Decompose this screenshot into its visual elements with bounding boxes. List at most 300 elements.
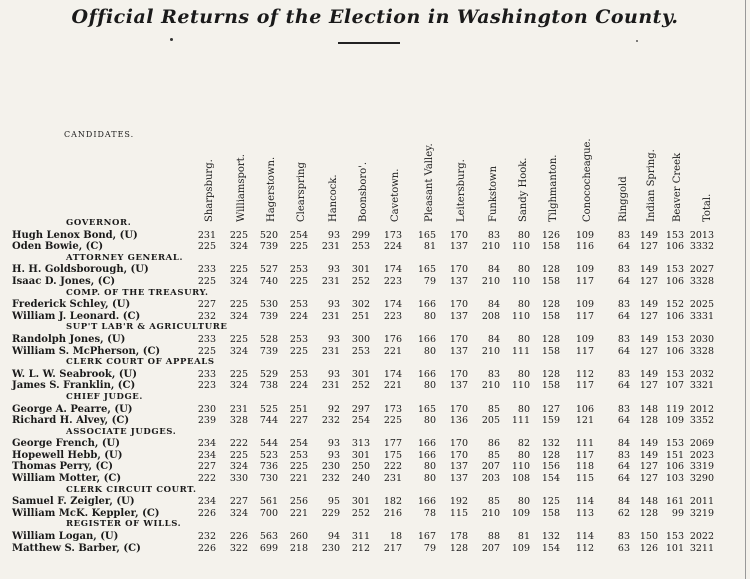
vote-count: 116 xyxy=(575,241,594,253)
vote-count: 158 xyxy=(541,507,560,519)
vote-count: 251 xyxy=(351,310,370,322)
vote-count: 83 xyxy=(617,333,630,345)
office-heading-row xyxy=(0,322,750,334)
vote-count: 207 xyxy=(481,542,500,554)
vote-count: 2025 xyxy=(689,299,714,311)
vote-count: 170 xyxy=(449,299,468,311)
candidate-row xyxy=(0,380,750,392)
column-header xyxy=(356,132,372,222)
vote-count: 231 xyxy=(383,473,402,485)
vote-count: 221 xyxy=(383,380,402,392)
column-header xyxy=(234,132,250,222)
vote-count: 93 xyxy=(327,449,340,461)
vote-count: 99 xyxy=(671,507,684,519)
vote-count: 80 xyxy=(517,299,530,311)
office-name: ASSOCIATE JUDGES. xyxy=(66,426,177,437)
vote-count: 225 xyxy=(197,345,216,357)
vote-count: 117 xyxy=(575,310,594,322)
vote-count: 117 xyxy=(575,449,594,461)
page-title: Official Returns of the Election in Washington County. xyxy=(71,6,679,28)
vote-count: 64 xyxy=(617,310,630,322)
vote-count: 253 xyxy=(289,449,308,461)
vote-count: 64 xyxy=(617,345,630,357)
vote-count: 210 xyxy=(481,507,500,519)
vote-count: 3319 xyxy=(689,461,714,473)
vote-count: 126 xyxy=(541,229,560,241)
vote-count: 154 xyxy=(541,473,560,485)
vote-count: 107 xyxy=(665,380,684,392)
vote-count: 166 xyxy=(417,496,436,508)
vote-count: 324 xyxy=(229,380,248,392)
vote-count: 231 xyxy=(321,310,340,322)
vote-count: 175 xyxy=(383,449,402,461)
candidate-name: Matthew S. Barber, (C) xyxy=(12,542,141,554)
vote-count: 64 xyxy=(617,461,630,473)
office-heading-row xyxy=(0,253,750,265)
candidate-row xyxy=(0,473,750,485)
vote-count: 324 xyxy=(229,241,248,253)
candidate-name: James S. Franklin, (C) xyxy=(12,380,136,392)
vote-count: 118 xyxy=(575,461,594,473)
vote-count: 78 xyxy=(423,507,436,519)
vote-count: 85 xyxy=(487,496,500,508)
vote-count: 226 xyxy=(197,507,216,519)
vote-count: 233 xyxy=(197,333,216,345)
vote-count: 80 xyxy=(517,333,530,345)
vote-count: 225 xyxy=(229,264,248,276)
vote-count: 84 xyxy=(487,264,500,276)
column-header xyxy=(264,132,280,222)
vote-count: 109 xyxy=(575,264,594,276)
vote-count: 2012 xyxy=(689,403,714,415)
vote-count: 83 xyxy=(487,229,500,241)
vote-count: 240 xyxy=(351,473,370,485)
vote-count: 170 xyxy=(449,438,468,450)
ornament-dot xyxy=(636,40,638,42)
column-header-label: Sandy Hook. xyxy=(518,157,529,222)
vote-count: 80 xyxy=(517,403,530,415)
vote-count: 137 xyxy=(449,345,468,357)
vote-count: 86 xyxy=(487,438,500,450)
vote-count: 106 xyxy=(665,461,684,473)
column-header xyxy=(546,132,562,222)
candidate-row xyxy=(0,346,750,358)
column-header-label: Beaver Creek xyxy=(672,152,683,222)
candidate-name: William J. Leonard. (C) xyxy=(12,310,141,322)
vote-count: 229 xyxy=(321,507,340,519)
column-header xyxy=(616,132,632,222)
vote-count: 79 xyxy=(423,275,436,287)
vote-count: 218 xyxy=(289,542,308,554)
vote-count: 192 xyxy=(449,496,468,508)
vote-count: 230 xyxy=(321,542,340,554)
vote-count: 253 xyxy=(289,333,308,345)
vote-count: 231 xyxy=(229,403,248,415)
vote-count: 528 xyxy=(259,333,278,345)
column-header-label: Sharpsburg. xyxy=(204,159,215,222)
vote-count: 80 xyxy=(423,380,436,392)
candidate-row xyxy=(0,461,750,473)
vote-count: 93 xyxy=(327,299,340,311)
returns-table xyxy=(0,218,750,554)
page-edge-line xyxy=(745,0,746,579)
vote-count: 3331 xyxy=(689,310,714,322)
vote-count: 137 xyxy=(449,380,468,392)
vote-count: 115 xyxy=(449,507,468,519)
vote-count: 250 xyxy=(351,461,370,473)
column-header xyxy=(486,132,502,222)
vote-count: 150 xyxy=(639,531,658,543)
vote-count: 170 xyxy=(449,368,468,380)
vote-count: 158 xyxy=(541,345,560,357)
vote-count: 165 xyxy=(417,403,436,415)
vote-count: 232 xyxy=(321,415,340,427)
vote-count: 173 xyxy=(383,403,402,415)
vote-count: 221 xyxy=(383,345,402,357)
vote-count: 210 xyxy=(481,275,500,287)
vote-count: 128 xyxy=(541,299,560,311)
vote-count: 149 xyxy=(639,438,658,450)
vote-count: 227 xyxy=(197,461,216,473)
vote-count: 324 xyxy=(229,507,248,519)
vote-count: 84 xyxy=(617,496,630,508)
vote-count: 112 xyxy=(575,368,594,380)
vote-count: 80 xyxy=(423,473,436,485)
candidate-name: W. L. W. Seabrook, (U) xyxy=(12,368,138,380)
vote-count: 2030 xyxy=(689,333,714,345)
column-header-label: Conococheague. xyxy=(582,138,593,222)
vote-count: 232 xyxy=(197,310,216,322)
vote-count: 153 xyxy=(665,438,684,450)
title-rule xyxy=(338,42,400,44)
candidate-row xyxy=(0,230,750,242)
vote-count: 83 xyxy=(617,229,630,241)
vote-count: 230 xyxy=(321,461,340,473)
candidate-row xyxy=(0,334,750,346)
vote-count: 128 xyxy=(541,449,560,461)
vote-count: 2023 xyxy=(689,449,714,461)
column-header xyxy=(580,132,596,222)
vote-count: 225 xyxy=(197,275,216,287)
vote-count: 174 xyxy=(383,264,402,276)
vote-count: 2022 xyxy=(689,531,714,543)
vote-count: 128 xyxy=(541,333,560,345)
vote-count: 117 xyxy=(575,380,594,392)
vote-count: 82 xyxy=(517,438,530,450)
vote-count: 106 xyxy=(665,275,684,287)
vote-count: 544 xyxy=(259,438,278,450)
candidate-name: Hugh Lenox Bond, (U) xyxy=(12,229,138,241)
vote-count: 151 xyxy=(665,449,684,461)
vote-count: 108 xyxy=(511,473,530,485)
vote-count: 3328 xyxy=(689,345,714,357)
column-header-label: Tilghmanton. xyxy=(548,154,559,222)
vote-count: 127 xyxy=(639,241,658,253)
vote-count: 106 xyxy=(665,345,684,357)
vote-count: 106 xyxy=(665,310,684,322)
vote-count: 113 xyxy=(575,507,594,519)
vote-count: 330 xyxy=(229,473,248,485)
vote-count: 561 xyxy=(259,496,278,508)
vote-count: 216 xyxy=(383,507,402,519)
vote-count: 252 xyxy=(351,380,370,392)
vote-count: 301 xyxy=(351,496,370,508)
vote-count: 127 xyxy=(639,473,658,485)
vote-count: 166 xyxy=(417,333,436,345)
vote-count: 88 xyxy=(487,531,500,543)
office-heading-row xyxy=(0,485,750,497)
candidate-name: William Logan, (U) xyxy=(12,531,119,543)
vote-count: 117 xyxy=(575,275,594,287)
candidate-row xyxy=(0,543,750,555)
column-header-label: Hagerstown. xyxy=(266,156,277,222)
vote-count: 110 xyxy=(511,241,530,253)
candidate-row xyxy=(0,276,750,288)
vote-count: 101 xyxy=(665,542,684,554)
vote-count: 227 xyxy=(229,496,248,508)
vote-count: 523 xyxy=(259,449,278,461)
vote-count: 328 xyxy=(229,415,248,427)
vote-count: 110 xyxy=(511,380,530,392)
vote-count: 223 xyxy=(197,380,216,392)
vote-count: 227 xyxy=(289,415,308,427)
vote-count: 322 xyxy=(229,542,248,554)
vote-count: 225 xyxy=(289,275,308,287)
vote-count: 234 xyxy=(197,438,216,450)
office-name: CHIEF JUDGE. xyxy=(66,391,143,402)
column-header xyxy=(326,132,342,222)
vote-count: 170 xyxy=(449,333,468,345)
office-heading-row xyxy=(0,288,750,300)
vote-count: 530 xyxy=(259,299,278,311)
vote-count: 109 xyxy=(511,542,530,554)
vote-count: 111 xyxy=(511,345,530,357)
column-header xyxy=(422,132,438,222)
candidate-name: Frederick Schley, (U) xyxy=(12,299,131,311)
vote-count: 166 xyxy=(417,449,436,461)
candidate-row xyxy=(0,531,750,543)
vote-count: 109 xyxy=(575,333,594,345)
vote-count: 225 xyxy=(229,333,248,345)
vote-count: 177 xyxy=(383,438,402,450)
column-header-label: Funkstown xyxy=(488,165,499,222)
candidate-name: Richard H. Alvey, (C) xyxy=(12,415,130,427)
vote-count: 223 xyxy=(383,310,402,322)
candidate-name: Isaac D. Jones, (C) xyxy=(12,275,116,287)
vote-count: 83 xyxy=(617,299,630,311)
vote-count: 3321 xyxy=(689,380,714,392)
vote-count: 205 xyxy=(481,415,500,427)
column-header xyxy=(644,132,660,222)
candidate-name: George French, (U) xyxy=(12,438,121,450)
vote-count: 226 xyxy=(229,531,248,543)
vote-count: 156 xyxy=(541,461,560,473)
vote-count: 137 xyxy=(449,461,468,473)
vote-count: 132 xyxy=(541,531,560,543)
vote-count: 301 xyxy=(351,449,370,461)
vote-count: 167 xyxy=(417,531,436,543)
vote-count: 254 xyxy=(289,438,308,450)
column-header-label: Leitersburg. xyxy=(456,159,467,222)
vote-count: 253 xyxy=(351,345,370,357)
vote-count: 63 xyxy=(617,542,630,554)
vote-count: 297 xyxy=(351,403,370,415)
vote-count: 115 xyxy=(575,473,594,485)
candidate-row xyxy=(0,508,750,520)
vote-count: 254 xyxy=(289,229,308,241)
vote-count: 127 xyxy=(639,275,658,287)
vote-count: 210 xyxy=(481,241,500,253)
vote-count: 699 xyxy=(259,542,278,554)
vote-count: 81 xyxy=(517,531,530,543)
column-header-label: Boonsboro'. xyxy=(358,161,369,222)
vote-count: 149 xyxy=(639,299,658,311)
vote-count: 106 xyxy=(665,241,684,253)
vote-count: 159 xyxy=(541,415,560,427)
vote-count: 224 xyxy=(383,241,402,253)
vote-count: 158 xyxy=(541,275,560,287)
vote-count: 137 xyxy=(449,275,468,287)
vote-count: 153 xyxy=(665,229,684,241)
column-header xyxy=(202,132,218,222)
vote-count: 83 xyxy=(617,449,630,461)
vote-count: 153 xyxy=(665,333,684,345)
vote-count: 64 xyxy=(617,380,630,392)
vote-count: 153 xyxy=(665,264,684,276)
vote-count: 203 xyxy=(481,473,500,485)
vote-count: 529 xyxy=(259,368,278,380)
vote-count: 111 xyxy=(575,438,594,450)
vote-count: 224 xyxy=(289,310,308,322)
vote-count: 111 xyxy=(511,415,530,427)
vote-count: 85 xyxy=(487,403,500,415)
vote-count: 109 xyxy=(665,415,684,427)
vote-count: 92 xyxy=(327,403,340,415)
vote-count: 3332 xyxy=(689,241,714,253)
vote-count: 251 xyxy=(289,403,308,415)
candidate-row xyxy=(0,241,750,253)
vote-count: 125 xyxy=(541,496,560,508)
vote-count: 79 xyxy=(423,542,436,554)
vote-count: 212 xyxy=(351,542,370,554)
vote-count: 132 xyxy=(541,438,560,450)
vote-count: 114 xyxy=(575,496,594,508)
vote-count: 114 xyxy=(575,531,594,543)
candidates-header: CANDIDATES. xyxy=(64,130,135,139)
vote-count: 174 xyxy=(383,299,402,311)
vote-count: 81 xyxy=(423,241,436,253)
vote-count: 83 xyxy=(617,403,630,415)
vote-count: 154 xyxy=(541,542,560,554)
vote-count: 80 xyxy=(517,496,530,508)
column-header xyxy=(516,132,532,222)
vote-count: 121 xyxy=(575,415,594,427)
vote-count: 109 xyxy=(575,299,594,311)
office-name: CLERK COURT OF APPEALS xyxy=(66,357,215,368)
vote-count: 62 xyxy=(617,507,630,519)
candidate-name: Hopewell Hebb, (U) xyxy=(12,449,123,461)
candidate-name: George A. Pearre, (U) xyxy=(12,403,133,415)
vote-count: 149 xyxy=(639,333,658,345)
ornament-dot xyxy=(170,38,173,41)
vote-count: 739 xyxy=(259,345,278,357)
vote-count: 84 xyxy=(487,299,500,311)
vote-count: 149 xyxy=(639,449,658,461)
vote-count: 225 xyxy=(383,415,402,427)
column-header-label: Hancock. xyxy=(328,174,339,222)
vote-count: 80 xyxy=(517,449,530,461)
vote-count: 84 xyxy=(617,438,630,450)
vote-count: 217 xyxy=(383,542,402,554)
vote-count: 253 xyxy=(289,299,308,311)
vote-count: 231 xyxy=(321,380,340,392)
vote-count: 700 xyxy=(259,507,278,519)
vote-count: 166 xyxy=(417,368,436,380)
vote-count: 93 xyxy=(327,229,340,241)
candidate-name: William Motter, (C) xyxy=(12,473,122,485)
vote-count: 165 xyxy=(417,229,436,241)
vote-count: 182 xyxy=(383,496,402,508)
vote-count: 3352 xyxy=(689,415,714,427)
vote-count: 225 xyxy=(197,241,216,253)
vote-count: 302 xyxy=(351,299,370,311)
vote-count: 301 xyxy=(351,368,370,380)
vote-count: 149 xyxy=(639,229,658,241)
vote-count: 80 xyxy=(423,310,436,322)
vote-count: 148 xyxy=(639,403,658,415)
vote-count: 225 xyxy=(229,229,248,241)
vote-count: 252 xyxy=(351,507,370,519)
vote-count: 222 xyxy=(229,438,248,450)
vote-count: 103 xyxy=(665,473,684,485)
vote-count: 3211 xyxy=(689,542,714,554)
vote-count: 153 xyxy=(665,531,684,543)
vote-count: 174 xyxy=(383,368,402,380)
candidate-row xyxy=(0,369,750,381)
vote-count: 233 xyxy=(197,264,216,276)
vote-count: 253 xyxy=(351,241,370,253)
candidate-row xyxy=(0,299,750,311)
vote-count: 158 xyxy=(541,310,560,322)
vote-count: 3219 xyxy=(689,507,714,519)
candidate-row xyxy=(0,264,750,276)
vote-count: 80 xyxy=(423,345,436,357)
candidate-name: Oden Bowie, (C) xyxy=(12,241,104,253)
vote-count: 64 xyxy=(617,241,630,253)
vote-count: 80 xyxy=(423,461,436,473)
vote-count: 126 xyxy=(639,542,658,554)
vote-count: 224 xyxy=(289,380,308,392)
vote-count: 232 xyxy=(321,473,340,485)
vote-count: 178 xyxy=(449,531,468,543)
vote-count: 225 xyxy=(289,345,308,357)
vote-count: 153 xyxy=(665,368,684,380)
vote-count: 176 xyxy=(383,333,402,345)
vote-count: 225 xyxy=(229,368,248,380)
vote-count: 260 xyxy=(289,531,308,543)
column-header-label: Ringgold xyxy=(618,176,629,222)
vote-count: 161 xyxy=(665,496,684,508)
column-header-label: Clearspring xyxy=(296,162,307,222)
vote-count: 149 xyxy=(639,264,658,276)
vote-count: 83 xyxy=(617,531,630,543)
vote-count: 170 xyxy=(449,403,468,415)
vote-count: 2011 xyxy=(689,496,714,508)
vote-count: 223 xyxy=(383,275,402,287)
column-header xyxy=(294,132,310,222)
vote-count: 225 xyxy=(289,461,308,473)
vote-count: 93 xyxy=(327,368,340,380)
